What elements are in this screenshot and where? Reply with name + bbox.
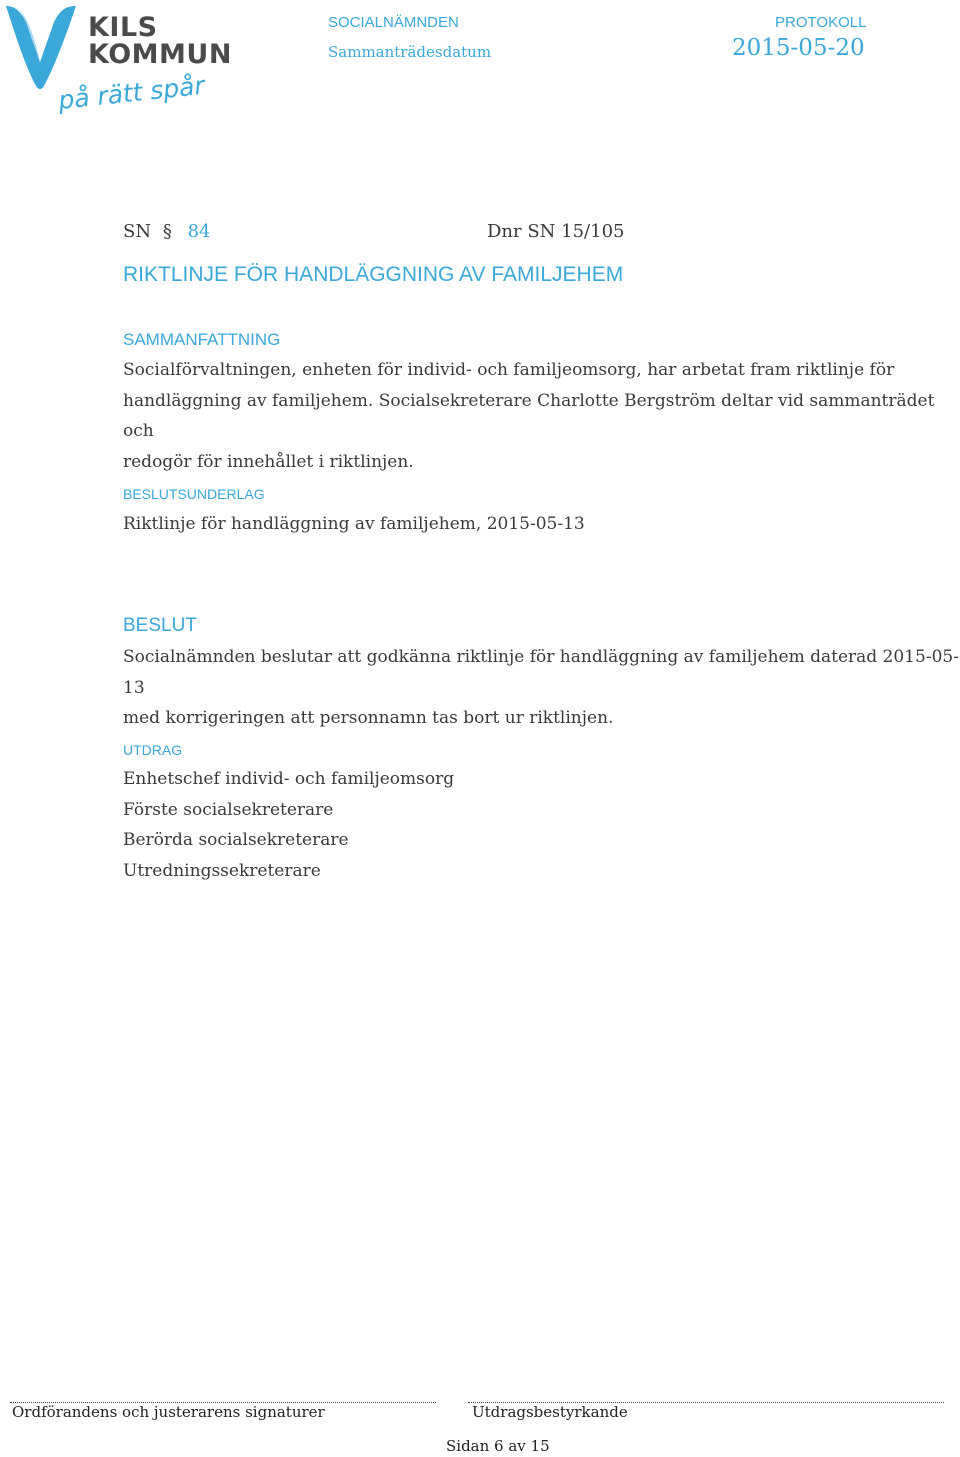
- summary-line: handläggning av familjehem. Socialsekreterare Charlotte Bergström deltar vid sammanträdet och: [123, 390, 935, 441]
- item-title: RIKTLINJE FÖR HANDLÄGGNING AV FAMILJEHEM: [123, 263, 624, 286]
- logo-v-mark-icon: [4, 4, 80, 90]
- basis-heading: BESLUTSUNDERLAG: [123, 486, 265, 502]
- header-doc-type: PROTOKOLL: [775, 14, 867, 31]
- logo-name-line1: KILS: [88, 12, 158, 43]
- summary-text: [123, 355, 953, 477]
- decision-text: [123, 642, 960, 734]
- sn-label: SN: [123, 221, 152, 242]
- header-date: 2015-05-20: [732, 35, 865, 61]
- decision-line: Socialnämnden beslutar att godkänna riktlinje för handläggning av familjehem daterad 2015-05-13: [123, 647, 959, 698]
- summary-heading: SAMMANFATTNING: [123, 330, 281, 349]
- certifier-label: Utdragsbestyrkande: [472, 1403, 628, 1421]
- extract-list: [123, 764, 454, 886]
- kils-kommun-logo: [0, 0, 230, 135]
- summary-line: Socialförvaltningen, enheten för individ- och familjeomsorg, har arbetat fram riktlinje för: [123, 360, 895, 380]
- logo-name-line2: KOMMUN: [88, 39, 232, 70]
- page-number: Sidan 6 av 15: [446, 1437, 550, 1455]
- extract-item: Berörda socialsekreterare: [123, 830, 349, 850]
- decision-line: med korrigeringen att personnamn tas bort ur riktlinjen.: [123, 708, 614, 728]
- item-number-row: [123, 217, 210, 248]
- dnr: Dnr SN 15/105: [487, 221, 625, 242]
- item-number: 84: [187, 221, 211, 242]
- header-date-label: Sammanträdesdatum: [328, 43, 492, 61]
- summary-line: redogör för innehållet i riktlinjen.: [123, 451, 414, 472]
- extract-item: Utredningssekreterare: [123, 860, 321, 881]
- extract-item: Enhetschef individ- och familjeomsorg: [123, 769, 455, 789]
- signature-label: Ordförandens och justerarens signaturer: [12, 1403, 325, 1421]
- logo-wordmark: [88, 14, 232, 68]
- extract-heading: UTDRAG: [123, 742, 183, 758]
- logo-slogan: på rätt spår: [56, 70, 206, 115]
- extract-item: Förste socialsekreterare: [123, 799, 334, 820]
- header-committee: SOCIALNÄMNDEN: [328, 14, 459, 31]
- decision-heading: BESLUT: [123, 615, 197, 636]
- section-sign: §: [162, 221, 172, 242]
- basis-text: Riktlinje för handläggning av familjehem, 2015-05-13: [123, 514, 585, 534]
